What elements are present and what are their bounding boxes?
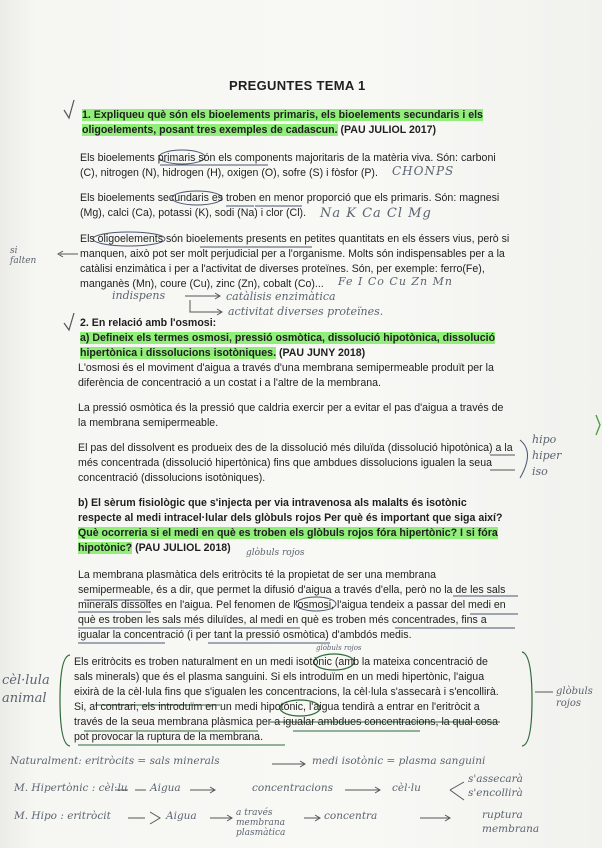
question-1-line-2: oligoelements, posant tres exemples de cadascun. (PAU JULIOL 2017) (82, 124, 437, 136)
membrana-line-1: La membrana plasmàtica dels eritròcits té la propietat de ser una membrana (78, 569, 437, 581)
osmosi-line-1: L'osmosi és el moviment d'aigua a través d'una membrana semipermeable produït per la (78, 362, 494, 374)
handwritten-secundaris-symbols: Na K Ca Cl Mg (320, 206, 432, 221)
membrana-line-5: igualar la concentració (i per tant la pressió osmòtica) d'ambdós medis. (78, 629, 412, 641)
eritrocits-line-2: sals minerals) que és el plasma sanguini. Si els introduïm en un medi hipertònic, l'aigua (74, 671, 485, 683)
dissolvent-line-3: concentració (dissolucions isotòniques). (78, 472, 266, 484)
membrana-line-4: què es troben les sals més diluïdes, al medi en què es troben més concentrades, fins a (78, 614, 487, 626)
dissolvent-line-2: més concentrada (dissolució hipertònica) fins que ambdues dissolucions igualen la seua (78, 457, 492, 469)
eritrocits-line-1: Els eritròcits es troben naturalment en un medi isotònic (amb la mateixa concentració de (74, 656, 488, 668)
question-2b-line-4: hipotònic? (PAU JULIOL 2018) (78, 542, 231, 554)
pressio-line-1: La pressió osmòtica és la pressió que caldria exercir per a evitar el pas d'aigua a través de (78, 402, 504, 414)
handwritten-note-1-rest: medi isotònic = plasma sanguini (312, 755, 486, 767)
handwritten-note-3-mid: Aigua (166, 810, 197, 822)
pressio-line-2: la membrana semipermeable. (78, 417, 219, 429)
secundaris-line-2: (Mg), calci (Ca), potassi (K), sodi (Na) i clor (Cl). (80, 207, 307, 219)
handwritten-note-3-end: ruptura membrana (482, 809, 540, 835)
handwritten-globuls-rojos-top: glòbuls rojos (246, 548, 305, 558)
handwritten-globuls-rojos-right: glòbuls rojos (556, 686, 593, 709)
question-1-source: (PAU JULIOL 2017) (340, 124, 437, 136)
eritrocits-line-4: Si, al contrari, els introduïm en un medi hipotònic, l'aigua tendirà a entrar en l'eritròcit a (74, 701, 480, 713)
question-2b-source: (PAU JULIOL 2018) (135, 542, 231, 554)
handwritten-note-2-rest: concentracions (252, 782, 334, 794)
primaris-line-2: (C), nitrogen (N), hidrogen (H), oxigen (O), sofre (S) i fòsfor (P). (80, 167, 378, 179)
handwritten-note-3-label: M. Hipo : eritròcit (14, 810, 111, 822)
primaris-line-1: Els bioelements primaris són els components majoritaris de la matèria viva. Són: carboni (80, 152, 496, 164)
handwritten-oligo-symbols: Fe I Co Cu Zn Mn (338, 275, 453, 288)
secundaris-line-1: Els bioelements secundaris es troben en menor proporció que els primaris. Són: magnesi (80, 192, 500, 204)
dissolvent-line-1: El pas del dissolvent es produeix des de la dissolució més diluïda (dissolució hipotònica) a la (78, 442, 513, 454)
handwritten-note-3-through: a través membrana plasmàtica (236, 808, 286, 838)
handwritten-chonps: CHONPS (392, 164, 455, 178)
handwritten-catalisis: catàlisis enzimàtica (226, 290, 336, 303)
handwritten-note-2-mid: Aigua (150, 782, 181, 794)
handwritten-note-2-label: M. Hipertònic : cèl·lu (14, 782, 128, 794)
page-title: PREGUNTES TEMA 1 (229, 78, 366, 93)
handwritten-note-1-label: Naturalment: eritròcits = sals minerals (10, 755, 220, 767)
eritrocits-line-3: eixirà de la cèl·lula fins que s'igualen les concentracions, la cèl·lula s'assecarà i s'encollirà. (74, 686, 499, 698)
handwritten-hipo-hiper-iso: hipo hiper iso (532, 433, 562, 478)
question-1-line-1: 1. Expliqueu què són els bioelements primaris, els bioelements secundaris i els (82, 109, 483, 121)
osmosi-line-2: diferència de concentració a un costat i a l'altre de la membrana. (78, 377, 381, 389)
membrana-line-3: minerals dissoltes en l'aigua. Pel fenomen de l'osmosi, l'aigua tendeix a passar del medi en (78, 599, 506, 611)
question-2b-line-2: respecte al medi intracel·lular dels glòbuls rojos Per què és important que siga així? (78, 512, 503, 524)
oligo-line-4: manganès (Mn), coure (Cu), zinc (Zn), cobalt (Co)... (80, 278, 324, 290)
question-2b-line-3: Què ocorreria si el medi en què es troben els glòbuls rojos fóra hipertònic? I si fóra (78, 527, 498, 539)
handwritten-globuls-rojos-small: glòbuls rojos (316, 644, 362, 652)
oligo-line-1: Els oligoelements són bioelements presents en petites quantitats en els éssers vius, però si (80, 233, 510, 245)
handwritten-note-2-end: s'assecarà s'encollirà (468, 773, 523, 799)
membrana-line-2: semipermeable, és a dir, que permet la difusió d'aigua a través d'ella, però no la de les sals (78, 584, 506, 596)
handwritten-indispens: indispens (112, 289, 166, 302)
oligo-line-3: catàlisi enzimàtica i per a l'activitat de diverses proteïnes. Són, per exemple: ferro(Fe), (80, 263, 485, 275)
handwritten-si-falten: si falten (10, 246, 37, 266)
handwritten-activitat: activitat diverses proteïnes. (228, 305, 384, 318)
handwritten-note-2-cell: cèl·lu (392, 782, 421, 794)
eritrocits-line-6: pot provocar la ruptura de la membrana. (74, 731, 264, 743)
oligo-line-2: manquen, això pot ser molt perjudicial per a l'organisme. Molts són indispensables per a la (80, 248, 505, 260)
handwritten-cel-lula-animal: cèl·lula animal (2, 673, 50, 706)
handwritten-note-3-conc: concentra (324, 810, 378, 822)
question-2a-line-1: a) Definеix els termes osmosi, pressió osmòtica, dissolució hipotònica, dissolució (80, 332, 496, 344)
question-2b-line-1: b) El sèrum fisiològic que s'injecta per via intravenosa als malalts és isotònic (78, 497, 467, 509)
eritrocits-line-5: través de la seua membrana plàsmica per a igualar ambdues concentracions, la qual cosa (74, 716, 498, 728)
question-2a-line-2: hipertònica i dissolucions isotòniques. (PAU JUNY 2018) (80, 347, 366, 359)
question-2-heading: 2. En relació amb l'osmosi: (80, 317, 217, 329)
question-2a-source: (PAU JUNY 2018) (278, 347, 366, 359)
